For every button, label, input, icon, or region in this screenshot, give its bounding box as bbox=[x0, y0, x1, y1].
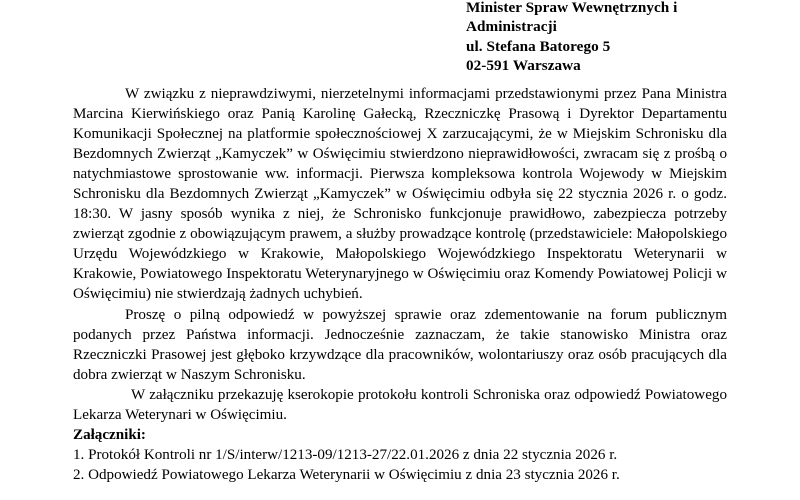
addressee-line-1: Minister Spraw Wewnętrznych i bbox=[466, 0, 678, 16]
body-paragraph-2: Proszę o pilną odpowiedź w powyższej sprawie oraz zdementowanie na forum publicznym podanych przez Państwa informacji. Jednocześnie zaznaczam, że takie stanowisko Ministra oraz Rzeczniczki Prasowej jest głęboko krzywdzące dla pracowników, wolontariuszy oraz osób pracujących dla dobra zwierząt w Naszym Schronisku. bbox=[73, 306, 727, 383]
attachments-list bbox=[73, 445, 727, 485]
addressee-line-4: 02-591 Warszawa bbox=[466, 57, 581, 75]
body-paragraph-1: W związku z nieprawdziwymi, nierzetelnymi informacjami przedstawionymi przez Pana Ministra Marcina Kierwińskiego oraz Panią Karolinę Gałecką, Rzeczniczkę Prasową i Dyrektor Departamentu Komunikacji Społecznej na platformie społecznościowej X zarzucającymi, że w Miejskim Schronisku dla Bezdomnych Zwierząt „Kamyczek” w Oświęcimiu stwierdzono nieprawidłowości, zwracam się z prośbą o natychmiastowe sprostowanie ww. informacji. Pierwsza kompleksowa kontrola Wojewody w Miejskim Schronisku dla Bezdomnych Zwierząt „Kamyczek” w Oświęcimiu odbyła się 22 stycznia 2026 r. o godz. 18:30. W jasny sposób wynika z niej, że Schronisko funkcjonuje prawidłowo, zabezpiecza potrzeby zwierząt zgodnie z obowiązującym prawem, a służby prowadzące kontrolę (przedstawiciele: Małopolskiego Urzędu Wojewódzkiego w Krakowie, Małopolskiego Wojewódzkiego Inspektoratu Weterynarii w Krakowie, Powiatowego Inspektoratu Weterynaryjnego w Oświęcimiu oraz Komendy Powiatowej Policji w Oświęcimiu) nie stwierdzają żadnych uchybień. bbox=[73, 86, 727, 303]
attachments-heading: Załączniki: bbox=[73, 426, 146, 443]
addressee-line-2: Administracji bbox=[466, 18, 557, 36]
letter-body bbox=[73, 84, 727, 485]
attachment-item: 2. Odpowiedź Powiatowego Lekarza Weterynarii w Oświęcimiu z dnia 23 stycznia 2026 r. bbox=[73, 466, 620, 483]
body-paragraph-3: W załączniku przekazuję kserokopie protokołu kontroli Schroniska oraz odpowiedź Powiatowego Lekarza Weterynari w Oświęcimiu. bbox=[73, 386, 727, 423]
addressee-block bbox=[466, 0, 766, 76]
addressee-line-3: ul. Stefana Batorego 5 bbox=[466, 37, 611, 55]
attachment-item: 1. Protokół Kontroli nr 1/S/interw/1213-09/1213-27/22.01.2026 z dnia 22 stycznia 2026 r. bbox=[73, 446, 618, 463]
